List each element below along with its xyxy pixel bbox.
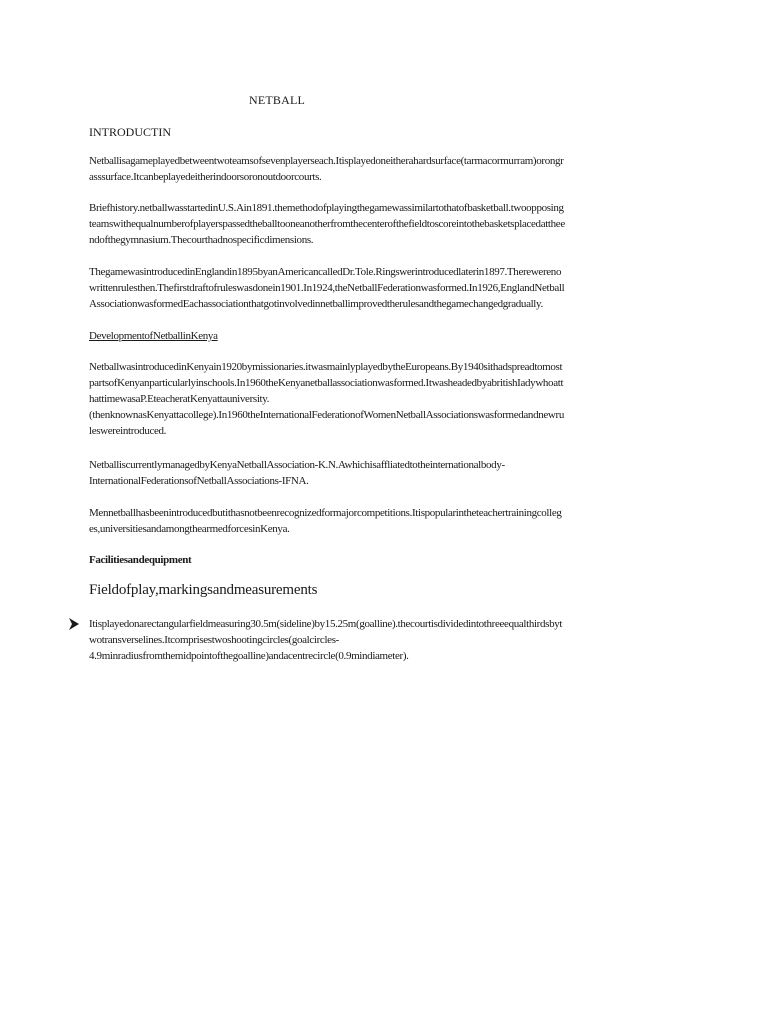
paragraph-line: es,universitiesandamongthearmedforcesinKenya. <box>89 523 290 535</box>
paragraph-intro <box>89 153 679 185</box>
bullet-field-description <box>89 616 679 664</box>
paragraph-line: writtenrulesthen.Thefirstdraftofruleswasdonein1901.In1924,theNetballFederationwasformed.In1926,EnglandNetball <box>89 282 565 294</box>
paragraph-kenya-development <box>89 359 679 439</box>
paragraph-line: ndofthegymnasium.Thecourthadnospecificdimensions. <box>89 234 314 246</box>
paragraph-men-netball <box>89 505 679 537</box>
paragraph-line: Itisplayedonarectangularfieldmeasuring30.5m(sideline)by15.25m(goalline).thecourtisdividedintothreeequalthirdsbyt <box>89 618 563 630</box>
paragraph-line: Netballisagameplayedbetweentwoteamsofsevenplayerseach.Itisplayedoneitherahardsurface(tarmacormurram)orongr <box>89 155 564 167</box>
paragraph-line: teamswithequalnumberofplayerspassedtheballtooneanotherfromthecenterofthefieldtoscoreintothebasketsplacedatthee <box>89 218 565 230</box>
paragraph-line: InternationalFederationsofNetballAssociations-IFNA. <box>89 475 309 487</box>
facilities-heading: Facilitiesandequipment <box>89 554 192 566</box>
document-title: NETBALL <box>249 93 306 107</box>
paragraph-line: wotransverselines.Itcomprisestwoshootingcircles(goalcircles- <box>89 634 339 646</box>
paragraph-line: hattimewasaP.EteacheratKenyattauniversity. <box>89 393 270 405</box>
development-heading: DevelopmentofNetballinKenya <box>89 330 218 342</box>
paragraph-line: AssociationwasformedEachassociationthatgotinvolvedinnetballimprovedtherulesandthegamechangedgradually. <box>89 298 543 310</box>
paragraph-line: Briefhistory.netballwasstartedinU.S.Ain1891.themethodofplayingthegamewassimilartothatofbasketball.twoopposing <box>89 202 564 214</box>
paragraph-line: NetballiscurrentlymanagedbyKenyaNetballAssociation-K.N.Awhichisaffliatedtotheinternationalbody- <box>89 459 505 471</box>
paragraph-line: 4.9minradiusfromthemidpointofthegoalline)andacentrecircle(0.9mindiameter). <box>89 650 409 662</box>
paragraph-line: asssurface.Itcanbeplayedeitherindoorsoronoutdoorcourts. <box>89 171 322 183</box>
paragraph-line: (thenknownasKenyattacollege).In1960theInternationalFederationofWomenNetballAssociationswasformedandnewru <box>89 409 564 421</box>
paragraph-line: ThegamewasintroducedinEnglandin1895byanAmericancalledDr.Tole.Ringswerintroducedlaterin1897.Therewereno <box>89 266 562 278</box>
paragraph-line: leswereintroduced. <box>89 425 167 437</box>
introduction-heading: INTRODUCTIN <box>89 125 171 139</box>
arrow-bullet-icon <box>69 618 79 630</box>
paragraph-brief-history <box>89 200 679 248</box>
paragraph-england-history <box>89 264 679 312</box>
field-heading: Fieldofplay,markingsandmeasurements <box>89 582 318 598</box>
paragraph-line: NetballwasintroducedinKenyain1920bymissionaries.itwasmainlyplayedbytheEuropeans.By1940sithadspreadtomost <box>89 361 563 373</box>
paragraph-line: Mennetballhasbeenintroducedbutithasnotbeenrecognizedformajorcompetitions.Itispopularintheteachertrainingcolleg <box>89 507 562 519</box>
paragraph-line: partsofKenyanparticularlyinschools.In1960theKenyanetballassociationwasformed.ItwasheadedbyabritishIadywhoatt <box>89 377 564 389</box>
paragraph-management <box>89 457 679 489</box>
